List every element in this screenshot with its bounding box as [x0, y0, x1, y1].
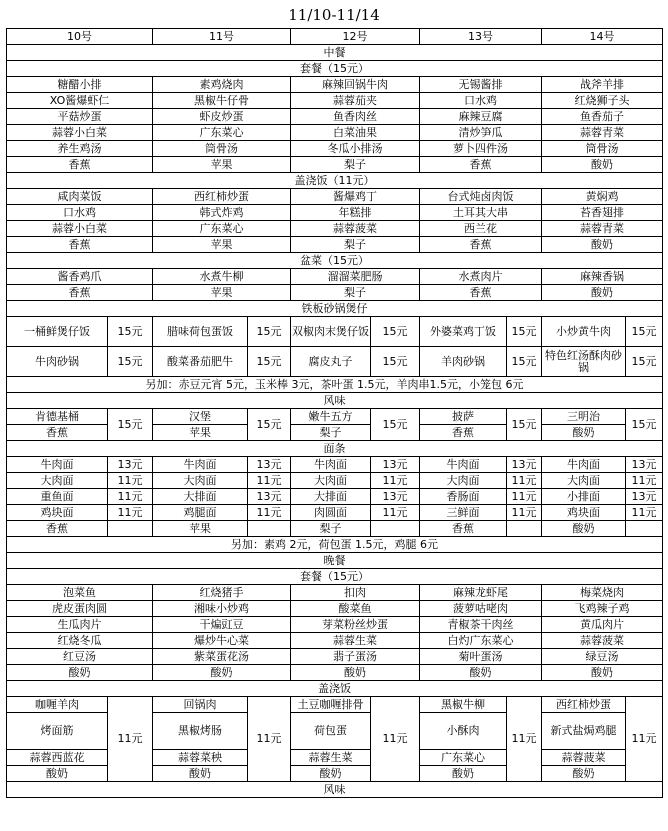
- price-cell: 15元: [371, 409, 420, 441]
- dish-cell: 西红柿炒蛋: [153, 189, 291, 205]
- dish-cell: 红烧冬瓜: [7, 633, 153, 649]
- dish-cell: 土豆咖喱排骨: [291, 697, 371, 713]
- dish-cell: 酸菜鱼: [291, 601, 420, 617]
- dish-cell: 梨子: [291, 237, 420, 253]
- price-cell: 11元: [108, 473, 153, 489]
- dish-cell: 酱香鸡爪: [7, 269, 153, 285]
- dish-cell: 腊味荷包蛋饭: [153, 317, 248, 347]
- dish-cell: 黄瓜肉片: [542, 617, 663, 633]
- dish-cell: 梨子: [291, 157, 420, 173]
- section-header-pot: 盆菜（15元）: [7, 253, 663, 269]
- dish-cell: 酸奶: [420, 766, 507, 782]
- dish-cell: 蒜蓉青菜: [542, 125, 663, 141]
- dish-cell: 香蕉: [7, 157, 153, 173]
- price-cell: 15元: [626, 409, 663, 441]
- dish-cell: 大排面: [153, 489, 248, 505]
- dish-cell: 白灼广东菜心: [420, 633, 542, 649]
- dish-cell: 蒜蓉菠菜: [291, 221, 420, 237]
- price-cell: 15元: [371, 347, 420, 377]
- dish-cell: 香蕉: [7, 285, 153, 301]
- dish-cell: 蒜蓉小白菜: [7, 221, 153, 237]
- section-header-flavor: 风味: [7, 782, 663, 798]
- dish-cell: 嫩牛五方: [291, 409, 371, 425]
- dish-cell: 黄焖鸡: [542, 189, 663, 205]
- price-cell: 11元: [108, 697, 153, 782]
- dish-cell: 溜溜菜肥肠: [291, 269, 420, 285]
- price-cell: 11元: [108, 505, 153, 521]
- dish-cell: 鸡腿面: [153, 505, 248, 521]
- price-cell: 11元: [626, 505, 663, 521]
- dish-cell: 泡菜鱼: [7, 585, 153, 601]
- dish-cell: 香蕉: [7, 237, 153, 253]
- dish-cell: 腐皮丸子: [291, 347, 371, 377]
- dish-cell: 苔香翅排: [542, 205, 663, 221]
- dish-cell: 一桶鲜煲仔饭: [7, 317, 108, 347]
- dish-cell: 特色红汤酥肉砂锅: [542, 347, 626, 377]
- dish-cell: 酸奶: [542, 665, 663, 681]
- dish-cell: 酸奶: [7, 665, 153, 681]
- dish-cell: 西兰花: [420, 221, 542, 237]
- dish-cell: 麻辣龙虾尾: [420, 585, 542, 601]
- dish-cell: 蒜蓉茄夹: [291, 93, 420, 109]
- section-header-flavor: 风味: [7, 393, 663, 409]
- fruit-cell: 梨子: [291, 521, 371, 537]
- dish-cell: 酸奶: [153, 766, 248, 782]
- price-cell: 11元: [371, 505, 420, 521]
- dish-cell: 牛肉面: [420, 457, 507, 473]
- price-cell: 15元: [371, 317, 420, 347]
- dish-cell: 战斧羊排: [542, 77, 663, 93]
- dish-cell: 爆炒牛心菜: [153, 633, 291, 649]
- price-cell: 15元: [626, 347, 663, 377]
- dish-cell: 酸奶: [291, 665, 420, 681]
- price-cell: 11元: [371, 473, 420, 489]
- price-cell: 11元: [507, 473, 542, 489]
- day-header: 14号: [542, 29, 663, 45]
- dish-cell: 紫菜蛋花汤: [153, 649, 291, 665]
- fruit-cell: 苹果: [153, 425, 248, 441]
- dish-cell: 广东菜心: [153, 125, 291, 141]
- empty-cell: [507, 521, 542, 537]
- dish-cell: 酱爆鸡丁: [291, 189, 420, 205]
- dish-cell: 黑椒牛仔骨: [153, 93, 291, 109]
- price-cell: 11元: [626, 697, 663, 782]
- meal-header-lunch: 中餐: [7, 45, 663, 61]
- dish-cell: 咖喱羊肉: [7, 697, 108, 713]
- dish-cell: 红豆汤: [7, 649, 153, 665]
- menu-table: [6, 28, 663, 798]
- dish-cell: 干煸豇豆: [153, 617, 291, 633]
- dish-cell: 湘味小炒鸡: [153, 601, 291, 617]
- dish-cell: 牛肉面: [291, 457, 371, 473]
- dish-cell: 白菜油果: [291, 125, 420, 141]
- dish-cell: 香蕉: [420, 157, 542, 173]
- dish-cell: 黑椒牛柳: [420, 697, 507, 713]
- page-title: 11/10-11/14: [288, 6, 380, 24]
- dish-cell: 牛肉面: [153, 457, 248, 473]
- dish-cell: 冬瓜小排汤: [291, 141, 420, 157]
- dish-cell: 红烧狮子头: [542, 93, 663, 109]
- dish-cell: 素鸡烧肉: [153, 77, 291, 93]
- dish-cell: 咸肉菜饭: [7, 189, 153, 205]
- dish-cell: 青椒茶干肉丝: [420, 617, 542, 633]
- section-header-rice: 盖浇饭（11元）: [7, 173, 663, 189]
- dish-cell: 台式炖卤肉饭: [420, 189, 542, 205]
- dish-cell: 黑椒烤肠: [153, 713, 248, 750]
- day-header: 11号: [153, 29, 291, 45]
- dish-cell: 香蕉: [420, 285, 542, 301]
- dish-cell: 鱼香肉丝: [291, 109, 420, 125]
- dish-cell: 口水鸡: [7, 205, 153, 221]
- price-cell: 15元: [108, 409, 153, 441]
- dish-cell: 酸奶: [291, 766, 371, 782]
- price-cell: 13元: [371, 457, 420, 473]
- dish-cell: 大肉面: [542, 473, 626, 489]
- price-cell: 15元: [248, 347, 291, 377]
- empty-cell: [626, 521, 663, 537]
- dish-cell: 麻辣香锅: [542, 269, 663, 285]
- dish-cell: 梅菜烧肉: [542, 585, 663, 601]
- dish-cell: 水煮肉片: [420, 269, 542, 285]
- empty-cell: [371, 521, 420, 537]
- dish-cell: 虎皮蛋肉圆: [7, 601, 153, 617]
- dish-cell: 酸奶: [420, 665, 542, 681]
- price-cell: 11元: [248, 505, 291, 521]
- dish-cell: 三明治: [542, 409, 626, 425]
- dish-cell: 西红柿炒蛋: [542, 697, 626, 713]
- dish-cell: 蒜蓉青菜: [542, 221, 663, 237]
- dish-cell: 蒜蓉菜秧: [153, 750, 248, 766]
- dish-cell: 苹果: [153, 285, 291, 301]
- dish-cell: 飞鸡辣子鸡: [542, 601, 663, 617]
- dish-cell: 汉堡: [153, 409, 248, 425]
- dish-cell: 萝卜四件汤: [420, 141, 542, 157]
- dish-cell: 菠萝咕咾肉: [420, 601, 542, 617]
- price-cell: 11元: [248, 473, 291, 489]
- price-cell: 11元: [507, 697, 542, 782]
- price-cell: 15元: [248, 317, 291, 347]
- dish-cell: 肉圆面: [291, 505, 371, 521]
- dish-cell: 平菇炒蛋: [7, 109, 153, 125]
- dish-cell: 麻辣豆腐: [420, 109, 542, 125]
- dish-cell: 蒜蓉菠菜: [542, 633, 663, 649]
- dish-cell: 扣肉: [291, 585, 420, 601]
- dish-cell: 筒骨汤: [542, 141, 663, 157]
- dish-cell: 鱼香茄子: [542, 109, 663, 125]
- dish-cell: 无锡酱排: [420, 77, 542, 93]
- dish-cell: 蒜蓉菠菜: [542, 750, 626, 766]
- dish-cell: 大肉面: [153, 473, 248, 489]
- fruit-cell: 香蕉: [420, 521, 507, 537]
- dish-cell: 红烧猪手: [153, 585, 291, 601]
- section-header-iron: 铁板砂锅煲仔: [7, 301, 663, 317]
- section-header-rice: 盖浇饭: [7, 681, 663, 697]
- dish-cell: 小排面: [542, 489, 626, 505]
- dish-cell: 麻辣回锅牛肉: [291, 77, 420, 93]
- dish-cell: 鸡块面: [542, 505, 626, 521]
- dish-cell: 羊肉砂锅: [420, 347, 507, 377]
- dish-cell: 回锅肉: [153, 697, 248, 713]
- dish-cell: 蒜蓉生菜: [291, 750, 371, 766]
- price-cell: 11元: [248, 697, 291, 782]
- day-header: 10号: [7, 29, 153, 45]
- price-cell: 11元: [507, 489, 542, 505]
- dish-cell: 大排面: [291, 489, 371, 505]
- dish-cell: 牛肉面: [542, 457, 626, 473]
- price-cell: 15元: [507, 409, 542, 441]
- fruit-cell: 酸奶: [542, 425, 626, 441]
- dish-cell: 韩式炸鸡: [153, 205, 291, 221]
- dish-cell: 虾皮炒蛋: [153, 109, 291, 125]
- dish-cell: XO酱爆虾仁: [7, 93, 153, 109]
- dish-cell: 梨子: [291, 285, 420, 301]
- price-cell: 15元: [507, 317, 542, 347]
- dish-cell: 大肉面: [420, 473, 507, 489]
- dish-cell: 大肉面: [7, 473, 108, 489]
- day-header: 12号: [291, 29, 420, 45]
- price-cell: 11元: [371, 697, 420, 782]
- day-header: 13号: [420, 29, 542, 45]
- dish-cell: 鸡块面: [7, 505, 108, 521]
- extra-note: 另加：赤豆元宵 5元，玉米棒 3元，茶叶蛋 1.5元，羊肉串1.5元，小笼包 6元: [7, 377, 663, 393]
- price-cell: 11元: [507, 505, 542, 521]
- dish-cell: 苹果: [153, 157, 291, 173]
- price-cell: 15元: [108, 347, 153, 377]
- fruit-cell: 苹果: [153, 521, 248, 537]
- fruit-cell: 香蕉: [7, 521, 108, 537]
- section-header-set: 套餐（15元）: [7, 61, 663, 77]
- dish-cell: 酸奶: [542, 285, 663, 301]
- dish-cell: 小炒黄牛肉: [542, 317, 626, 347]
- price-cell: 13元: [507, 457, 542, 473]
- dish-cell: 糖醋小排: [7, 77, 153, 93]
- extra-note: 另加：素鸡 2元，荷包蛋 1.5元，鸡腿 6元: [7, 537, 663, 553]
- price-cell: 13元: [248, 457, 291, 473]
- dish-cell: 养生鸡汤: [7, 141, 153, 157]
- price-cell: 13元: [248, 489, 291, 505]
- dish-cell: 烤面筋: [7, 713, 108, 750]
- dish-cell: 清炒笋瓜: [420, 125, 542, 141]
- dish-cell: 酸奶: [542, 157, 663, 173]
- dish-cell: 翡子蛋汤: [291, 649, 420, 665]
- dish-cell: 蒜蓉生菜: [291, 633, 420, 649]
- meal-header-dinner: 晚餐: [7, 553, 663, 569]
- dish-cell: 外婆菜鸡丁饭: [420, 317, 507, 347]
- empty-cell: [248, 521, 291, 537]
- dish-cell: 披萨: [420, 409, 507, 425]
- dish-cell: 水煮牛柳: [153, 269, 291, 285]
- dish-cell: 酸奶: [542, 237, 663, 253]
- fruit-cell: 酸奶: [542, 521, 626, 537]
- fruit-cell: 梨子: [291, 425, 371, 441]
- dish-cell: 香蕉: [420, 237, 542, 253]
- dish-cell: 筒骨汤: [153, 141, 291, 157]
- dish-cell: 蒜蓉小白菜: [7, 125, 153, 141]
- dish-cell: 牛肉面: [7, 457, 108, 473]
- price-cell: 15元: [507, 347, 542, 377]
- dish-cell: 酸奶: [542, 766, 626, 782]
- dish-cell: 蒜蓉西蓝花: [7, 750, 108, 766]
- dish-cell: 广东菜心: [420, 750, 507, 766]
- dish-cell: 肯德基桶: [7, 409, 108, 425]
- section-header-noodles: 面条: [7, 441, 663, 457]
- price-cell: 11元: [626, 473, 663, 489]
- dish-cell: 双椒肉末煲仔饭: [291, 317, 371, 347]
- dish-cell: 酸奶: [153, 665, 291, 681]
- price-cell: 15元: [108, 317, 153, 347]
- price-cell: 11元: [108, 489, 153, 505]
- dish-cell: 绿豆汤: [542, 649, 663, 665]
- dish-cell: 大肉面: [291, 473, 371, 489]
- dish-cell: 苹果: [153, 237, 291, 253]
- dish-cell: 生瓜肉片: [7, 617, 153, 633]
- dish-cell: 荷包蛋: [291, 713, 371, 750]
- empty-cell: [108, 521, 153, 537]
- dish-cell: 牛肉砂锅: [7, 347, 108, 377]
- price-cell: 15元: [626, 317, 663, 347]
- dish-cell: 重鱼面: [7, 489, 108, 505]
- price-cell: 13元: [626, 457, 663, 473]
- dish-cell: 新式盐焗鸡腿: [542, 713, 626, 750]
- dish-cell: 芽菜粉丝炒蛋: [291, 617, 420, 633]
- dish-cell: 广东菜心: [153, 221, 291, 237]
- dish-cell: 年糕排: [291, 205, 420, 221]
- fruit-cell: 香蕉: [420, 425, 507, 441]
- price-cell: 13元: [108, 457, 153, 473]
- dish-cell: 口水鸡: [420, 93, 542, 109]
- dish-cell: 香肠面: [420, 489, 507, 505]
- section-header-set: 套餐（15元）: [7, 569, 663, 585]
- price-cell: 13元: [371, 489, 420, 505]
- dish-cell: 三鲜面: [420, 505, 507, 521]
- price-cell: 15元: [248, 409, 291, 441]
- dish-cell: 小酥肉: [420, 713, 507, 750]
- dish-cell: 酸奶: [7, 766, 108, 782]
- dish-cell: 土耳其大串: [420, 205, 542, 221]
- price-cell: 13元: [626, 489, 663, 505]
- fruit-cell: 香蕉: [7, 425, 108, 441]
- dish-cell: 菊叶蛋汤: [420, 649, 542, 665]
- dish-cell: 酸菜番茄肥牛: [153, 347, 248, 377]
